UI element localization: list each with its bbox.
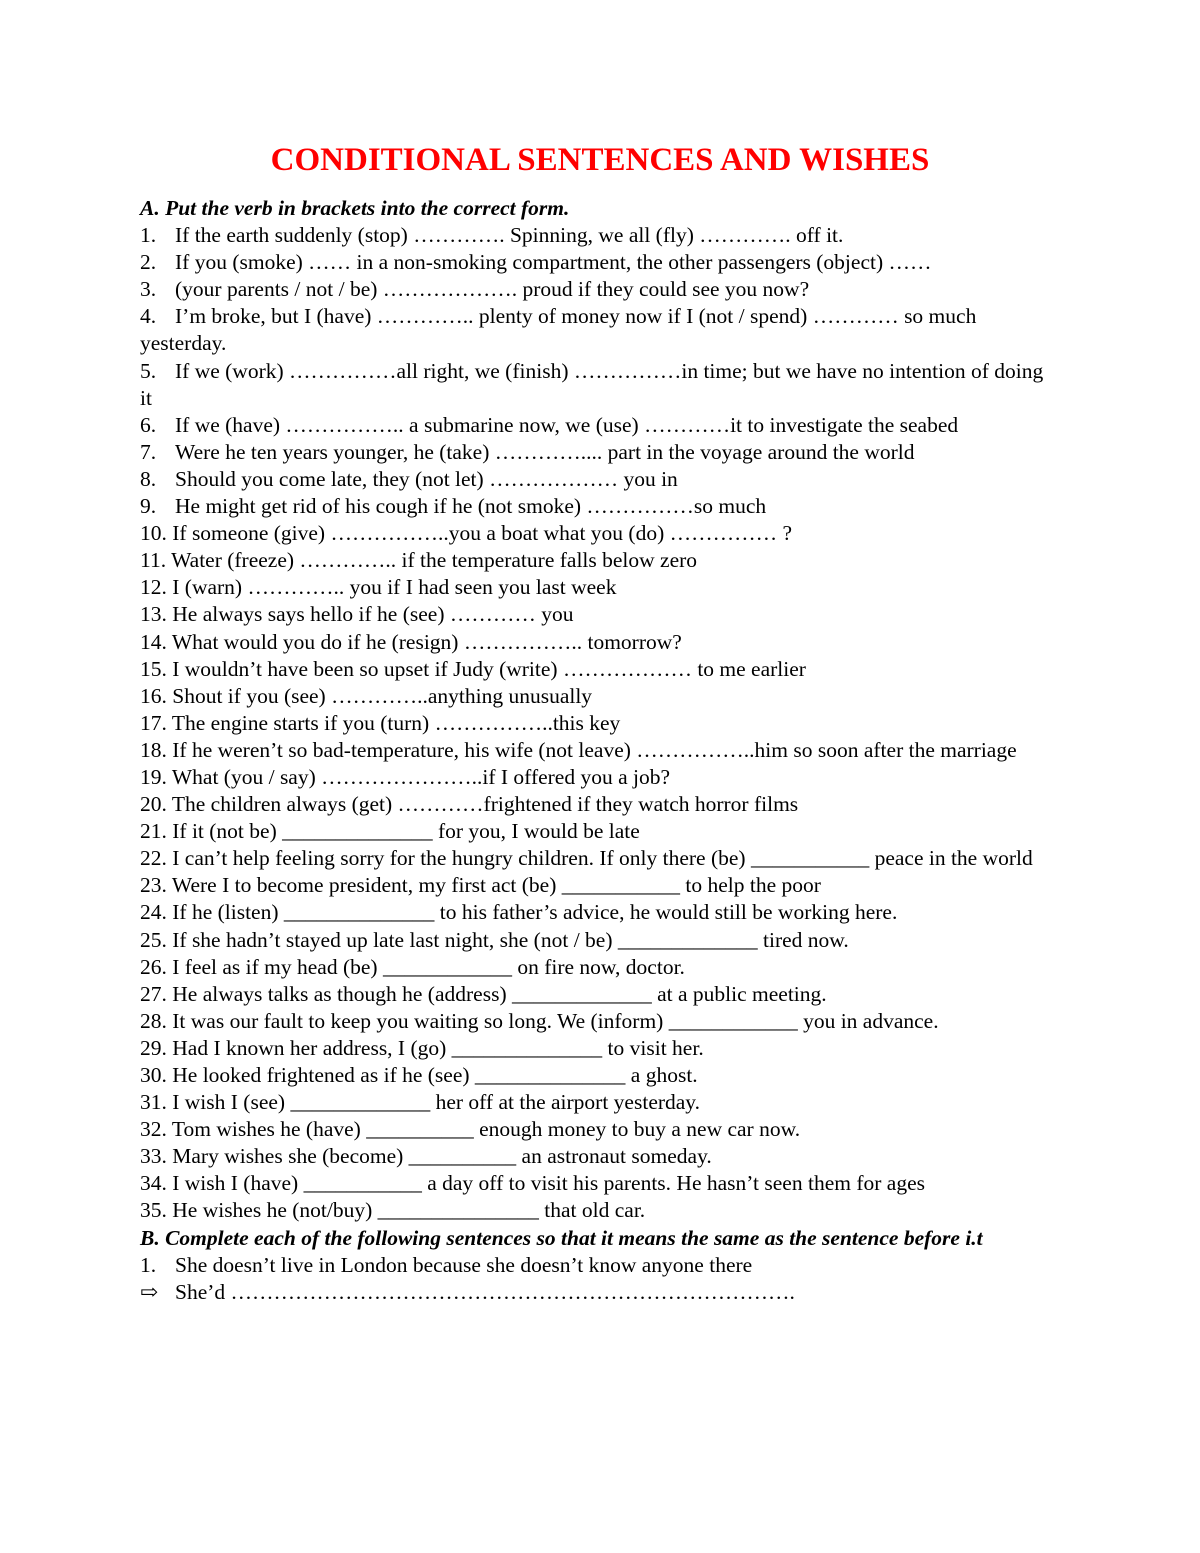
item-number: 15. bbox=[140, 656, 167, 681]
exercise-item bbox=[140, 899, 1060, 926]
exercise-item bbox=[140, 1116, 1060, 1143]
exercise-item bbox=[140, 520, 1060, 547]
exercise-item bbox=[140, 303, 1060, 357]
exercise-item bbox=[140, 872, 1060, 899]
item-text: If we (work) ……………all right, we (finish) ……………in time; but we have no intention of doing it bbox=[140, 358, 1044, 410]
item-text: If someone (give) ……………..you a boat what you (do) …………… ? bbox=[172, 521, 793, 546]
item-text: What would you do if he (resign) …………….. tomorrow? bbox=[171, 629, 682, 654]
page-title: CONDITIONAL SENTENCES AND WISHES bbox=[270, 142, 930, 178]
item-number: 22. bbox=[140, 846, 167, 871]
exercise-item bbox=[140, 629, 1060, 656]
item-text: I wouldn’t have been so upset if Judy (write) ……………… to me earlier bbox=[172, 656, 806, 681]
item-number: 28. bbox=[140, 1008, 167, 1033]
exercise-item bbox=[140, 574, 1060, 601]
exercise-item bbox=[140, 358, 1060, 412]
item-number: 29. bbox=[140, 1035, 167, 1060]
item-number: 26. bbox=[140, 954, 167, 979]
exercise-item bbox=[140, 845, 1060, 872]
section-b-answer-line bbox=[140, 1279, 1060, 1306]
item-number: 31. bbox=[140, 1090, 167, 1115]
item-text: What (you / say) …………………..if I offered you a job? bbox=[171, 764, 671, 789]
exercise-item bbox=[140, 493, 1060, 520]
item-number: 34. bbox=[140, 1171, 167, 1196]
exercise-item bbox=[140, 276, 1060, 303]
item-text: He looked frightened as if he (see) ______________ a ghost. bbox=[172, 1063, 698, 1087]
item-number: 5. bbox=[140, 358, 157, 383]
item-text: If it (not be) ______________ for you, I would be late bbox=[172, 819, 640, 844]
exercise-item bbox=[140, 547, 1060, 574]
item-number: 12. bbox=[140, 575, 167, 600]
exercise-item bbox=[140, 1170, 1060, 1197]
item-text: Were he ten years younger, he (take) ………….... part in the voyage around the world bbox=[175, 439, 915, 464]
item-text: I’m broke, but I (have) ………….. plenty of money now if I (not / spend) ………… so much yesterday. bbox=[140, 304, 977, 356]
exercise-item bbox=[140, 981, 1060, 1008]
item-number: 27. bbox=[140, 981, 167, 1006]
item-number: 16. bbox=[140, 683, 167, 708]
item-number: 14. bbox=[140, 629, 167, 654]
item-number: 1. bbox=[140, 1252, 157, 1277]
item-number: 24. bbox=[140, 900, 167, 925]
item-text: He wishes he (not/buy) _______________ that old car. bbox=[172, 1198, 646, 1223]
item-text: Tom wishes he (have) __________ enough money to buy a new car now. bbox=[171, 1117, 801, 1142]
item-number: 11. bbox=[140, 548, 167, 573]
item-number: 1. bbox=[140, 223, 157, 248]
item-number: 19. bbox=[140, 764, 167, 789]
item-text: Mary wishes she (become) __________ an astronaut someday. bbox=[172, 1144, 712, 1169]
item-text: He might get rid of his cough if he (not smoke) ……………so much bbox=[175, 494, 767, 519]
exercise-item bbox=[140, 1062, 1060, 1089]
exercise-item bbox=[140, 412, 1060, 439]
exercise-item bbox=[140, 1035, 1060, 1062]
exercise-item bbox=[140, 466, 1060, 493]
exercise-item bbox=[140, 656, 1060, 683]
item-text: If he (listen) ______________ to his father’s advice, he would still be working here. bbox=[172, 900, 898, 925]
item-text: I wish I (have) ___________ a day off to visit his parents. He hasn’t seen them for ages bbox=[172, 1171, 925, 1196]
item-text: I (warn) ………….. you if I had seen you last week bbox=[172, 575, 617, 600]
item-text: If we (have) …………….. a submarine now, we (use) …………it to investigate the seabed bbox=[175, 412, 959, 437]
item-number: 10. bbox=[140, 521, 167, 546]
item-number: 18. bbox=[140, 737, 167, 762]
section-b-exercise-list bbox=[140, 1252, 1060, 1279]
item-text: It was our fault to keep you waiting so long. We (inform) ____________ you in advance. bbox=[172, 1008, 939, 1033]
item-text: He always says hello if he (see) ………… you bbox=[172, 602, 574, 627]
exercise-item bbox=[140, 1143, 1060, 1170]
item-number: 6. bbox=[140, 412, 157, 437]
item-text: If the earth suddenly (stop) …………. Spinning, we all (fly) …………. off it. bbox=[175, 223, 844, 248]
exercise-item bbox=[140, 439, 1060, 466]
item-number: 25. bbox=[140, 927, 167, 952]
item-text: Water (freeze) ………….. if the temperature falls below zero bbox=[171, 548, 698, 573]
item-text: If he weren’t so bad-temperature, his wife (not leave) ……………..him so soon after the marriage bbox=[172, 737, 1017, 762]
item-text: Were I to become president, my first act (be) ___________ to help the poor bbox=[171, 873, 821, 898]
exercise-item bbox=[140, 1197, 1060, 1224]
item-number: 4. bbox=[140, 304, 157, 329]
item-number: 2. bbox=[140, 250, 157, 275]
item-text: I wish I (see) _____________ her off at the airport yesterday. bbox=[172, 1090, 701, 1115]
section-a-exercise-list bbox=[140, 222, 1060, 1224]
item-text: He always talks as though he (address) _____________ at a public meeting. bbox=[172, 981, 827, 1006]
item-number: 20. bbox=[140, 792, 167, 817]
answer-text: She’d ……………………………………………………………………. bbox=[175, 1279, 795, 1304]
exercise-item bbox=[140, 791, 1060, 818]
exercise-item bbox=[140, 927, 1060, 954]
item-number: 17. bbox=[140, 710, 167, 735]
item-text: The children always (get) …………frightened if they watch horror films bbox=[171, 792, 799, 817]
item-text: Should you come late, they (not let) ……………… you in bbox=[175, 466, 678, 491]
exercise-item bbox=[140, 1252, 1060, 1279]
item-number: 33. bbox=[140, 1144, 167, 1169]
item-text: If she hadn’t stayed up late last night, she (not / be) _____________ tired now. bbox=[172, 927, 849, 952]
item-number: 7. bbox=[140, 439, 157, 464]
item-number: 35. bbox=[140, 1198, 167, 1223]
exercise-item bbox=[140, 710, 1060, 737]
section-b-heading: B. Complete each of the following sentences so that it means the same as the sentence before i.t bbox=[140, 1225, 983, 1250]
item-text: Shout if you (see) …………..anything unusually bbox=[172, 683, 593, 708]
exercise-item bbox=[140, 954, 1060, 981]
item-text: I can’t help feeling sorry for the hungry children. If only there (be) ___________ peace in the world bbox=[172, 846, 1033, 871]
item-text: If you (smoke) …… in a non-smoking compartment, the other passengers (object) …… bbox=[175, 250, 932, 275]
item-text: Had I known her address, I (go) ______________ to visit her. bbox=[172, 1035, 704, 1060]
item-text: I feel as if my head (be) ____________ on fire now, doctor. bbox=[172, 954, 685, 979]
worksheet-page bbox=[140, 140, 1060, 1306]
item-number: 30. bbox=[140, 1063, 167, 1087]
item-text: The engine starts if you (turn) ……………..this key bbox=[171, 710, 621, 735]
exercise-item bbox=[140, 601, 1060, 628]
exercise-item bbox=[140, 764, 1060, 791]
item-text: (your parents / not / be) ………………. proud if they could see you now? bbox=[175, 277, 810, 302]
item-number: 23. bbox=[140, 873, 167, 898]
arrow-right-icon: ⇨ bbox=[140, 1279, 159, 1304]
exercise-item bbox=[140, 1008, 1060, 1035]
exercise-item bbox=[140, 818, 1060, 845]
item-number: 9. bbox=[140, 494, 157, 519]
exercise-item bbox=[140, 737, 1060, 764]
item-number: 21. bbox=[140, 819, 167, 844]
item-number: 13. bbox=[140, 602, 167, 627]
exercise-item bbox=[140, 249, 1060, 276]
item-number: 8. bbox=[140, 466, 157, 491]
exercise-item bbox=[140, 1089, 1060, 1116]
exercise-item bbox=[140, 222, 1060, 249]
exercise-item bbox=[140, 683, 1060, 710]
item-number: 3. bbox=[140, 277, 157, 302]
section-a-heading: A. Put the verb in brackets into the correct form. bbox=[140, 196, 570, 220]
item-number: 32. bbox=[140, 1117, 167, 1142]
item-text: She doesn’t live in London because she doesn’t know anyone there bbox=[175, 1252, 753, 1277]
